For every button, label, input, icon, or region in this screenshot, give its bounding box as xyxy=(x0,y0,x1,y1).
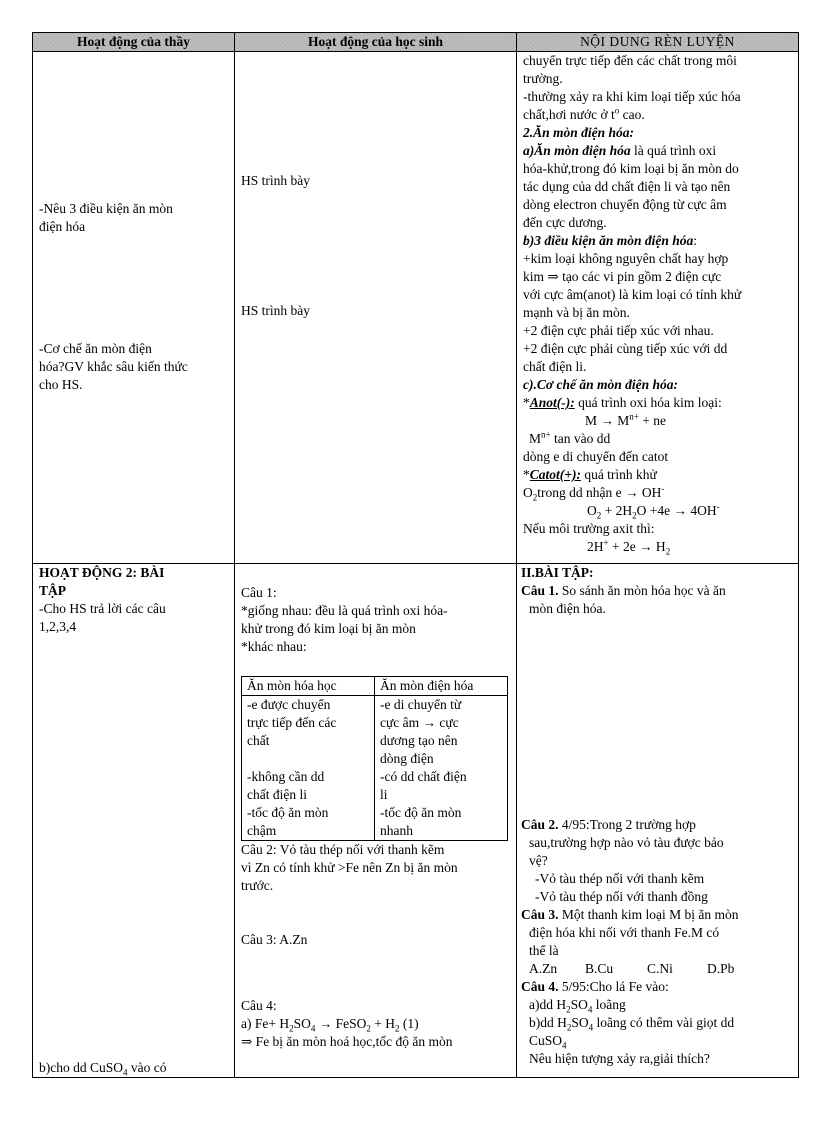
subscript: 2 xyxy=(532,492,538,503)
content-line xyxy=(523,484,792,502)
student-answer: *khác nhau: xyxy=(241,639,307,654)
subscript: 2 xyxy=(289,1023,294,1034)
student-answer: Câu 4: xyxy=(241,998,277,1013)
content-line xyxy=(523,232,792,250)
row-theory xyxy=(33,52,799,564)
equation xyxy=(523,538,792,556)
text: loãng xyxy=(592,997,626,1012)
subscript: 4 xyxy=(562,1040,567,1051)
text: * xyxy=(523,467,530,482)
student-answer-1: HS trình bày xyxy=(241,173,310,188)
content-line: chuyển trực tiếp đến các chất trong môi xyxy=(523,53,737,68)
content-line: dòng e di chuyển đến catot xyxy=(523,449,669,464)
content-line: -thường xảy ra khi kim loại tiếp xúc hóa xyxy=(523,89,741,104)
question-text: vệ? xyxy=(529,853,548,868)
question-text: -Vỏ tàu thép nối với thanh đồng xyxy=(535,889,708,904)
header-content: NỘI DUNG RÈN LUYỆN xyxy=(517,33,799,52)
comparison-header-electrochemical: Ăn mòn điện hóa xyxy=(375,677,508,696)
content-line: Nếu môi trường axit thì: xyxy=(523,521,655,536)
subheading: c).Cơ chế ăn mòn điện hóa: xyxy=(523,377,678,392)
option-c: C.Ni xyxy=(647,961,673,976)
comparison-header xyxy=(242,677,508,696)
text: * xyxy=(523,395,530,410)
content-line xyxy=(523,466,792,484)
question-label: Câu 2. xyxy=(521,817,559,832)
content-line: tác dụng của dd chất điện li và tạo nên xyxy=(523,179,731,194)
subscript: 4 xyxy=(587,1004,593,1015)
question-text: Nêu hiện tượng xảy ra,giải thích? xyxy=(529,1051,710,1066)
subscript: 2 xyxy=(566,1004,571,1015)
teacher-q1-line2: điện hóa xyxy=(39,219,86,234)
cell-line: nhanh xyxy=(380,823,413,838)
text: b)dd H xyxy=(529,1015,567,1030)
cell-line: -tốc độ ăn mòn xyxy=(380,805,462,820)
subheading: b)3 điều kiện ăn mòn điện hóa xyxy=(523,233,694,248)
question-text xyxy=(521,1032,792,1050)
student-answer: vì Zn có tính khử >Fe nên Zn bị ăn mòn xyxy=(241,860,458,875)
cell-line: -e di chuyển từ xyxy=(380,697,462,712)
text: (1) xyxy=(399,1016,419,1031)
student-answer: khử trong đó kim loại bị ăn mòn xyxy=(241,621,416,636)
equation xyxy=(523,412,792,430)
equation xyxy=(523,502,792,520)
text: chất,hơi nước ở t xyxy=(523,107,615,122)
content-cell-2 xyxy=(517,564,799,1078)
subscript: 4 xyxy=(123,1067,128,1078)
student-answer-2: HS trình bày xyxy=(241,303,310,318)
subscript: 2 xyxy=(395,1023,400,1034)
teacher-q2-line2: hóa?GV khắc sâu kiến thức xyxy=(39,359,188,374)
question-1 xyxy=(521,582,792,600)
content-line: kim ⇒ tạo các vi pin gồm 2 điện cực xyxy=(523,269,722,284)
teacher-cell-2 xyxy=(33,564,235,1078)
question-text: điện hóa khi nối với thanh Fe.M có xyxy=(529,925,720,940)
student-answer: *giống nhau: đều là quá trình oxi hóa- xyxy=(241,603,448,618)
content-line xyxy=(523,394,792,412)
cell-line: chậm xyxy=(247,823,277,838)
teacher-q2-line1: -Cơ chế ăn mòn điện xyxy=(39,341,152,356)
subheading: a)Ăn mòn điện hóa xyxy=(523,143,631,158)
teacher-q1-line1: -Nêu 3 điều kiện ăn mòn xyxy=(39,201,173,216)
header-teacher: Hoạt động của thầy xyxy=(33,33,235,52)
activity-title: HOẠT ĐỘNG 2: BÀI xyxy=(39,565,165,580)
cell-line: chất xyxy=(247,733,270,748)
teacher-instruction: -Cho HS trả lời các câu xyxy=(39,601,166,616)
question-2 xyxy=(521,816,792,834)
text: So sánh ăn mòn hóa học và ăn xyxy=(558,583,726,598)
subscript: 2 xyxy=(632,510,637,521)
header-row xyxy=(33,33,799,52)
option-a: A.Zn xyxy=(529,961,558,976)
subscript: 2 xyxy=(566,1022,572,1033)
cell-line: -có dd chất điện xyxy=(380,769,467,784)
text: Một thanh kim loại M bị ăn mòn xyxy=(558,907,739,922)
cell-line: chất điện li xyxy=(247,787,307,802)
content-line: +2 điện cực phải cùng tiếp xúc với dd xyxy=(523,341,728,356)
text: 5/95:Cho lá Fe vào: xyxy=(558,979,669,994)
text: M xyxy=(529,431,542,446)
text: O xyxy=(587,503,597,518)
text: + 2e → H xyxy=(608,539,666,554)
question-4 xyxy=(521,978,792,996)
question-text: mòn điện hóa. xyxy=(529,601,606,616)
subscript: 4 xyxy=(588,1022,594,1033)
option-b: B.Cu xyxy=(585,961,614,976)
text: vào có xyxy=(127,1060,167,1075)
cell-line: -tốc độ ăn mòn xyxy=(247,805,329,820)
superscript: n+ xyxy=(541,429,551,440)
text: : xyxy=(693,233,698,248)
text: 4/95:Trong 2 trường hợp xyxy=(558,817,696,832)
text: a)dd H xyxy=(529,997,567,1012)
activity-title: TẬP xyxy=(39,583,66,598)
content-line: đến cực dương. xyxy=(523,215,607,230)
option-d: D.Pb xyxy=(707,961,735,976)
answer-options xyxy=(521,960,792,978)
student-answer: trước. xyxy=(241,878,274,893)
comparison-chemical xyxy=(242,696,375,841)
cell-line: dương tạo nên xyxy=(380,733,458,748)
student-cell-1 xyxy=(235,52,517,564)
content-line xyxy=(523,142,792,160)
text: CuSO xyxy=(529,1033,563,1048)
lesson-table xyxy=(32,32,799,1078)
question-label: Câu 1. xyxy=(521,583,559,598)
content-line: mạnh và bị ăn mòn. xyxy=(523,305,630,320)
content-line: trường. xyxy=(523,71,563,86)
question-3 xyxy=(521,906,792,924)
text: + 2H xyxy=(601,503,633,518)
text: 2H xyxy=(587,539,604,554)
subscript: 4 xyxy=(310,1023,316,1034)
text: quá trình oxi hóa kim loại: xyxy=(574,395,722,410)
student-cell-2 xyxy=(235,564,517,1078)
text: SO xyxy=(571,1015,589,1030)
subscript: 2 xyxy=(366,1023,371,1034)
superscript: - xyxy=(716,501,720,512)
superscript: - xyxy=(661,483,665,494)
content-cell-1 xyxy=(517,52,799,564)
anot-label: Anot(-): xyxy=(529,395,575,410)
content-line xyxy=(523,106,792,124)
question-text: sau,trường hợp nào vỏ tàu được bảo xyxy=(529,835,724,850)
question-text: thể là xyxy=(529,943,559,958)
text: b)cho dd CuSO xyxy=(39,1060,123,1075)
cell-line: trực tiếp đến các xyxy=(247,715,337,730)
teacher-cell-1 xyxy=(33,52,235,564)
student-answer: ⇒ Fe bị ăn mòn hoá học,tốc độ ăn mòn xyxy=(241,1034,453,1049)
teacher-instruction: 1,2,3,4 xyxy=(39,619,77,634)
text: + H xyxy=(370,1016,396,1031)
question-label: Câu 3. xyxy=(521,907,559,922)
superscript: + xyxy=(603,537,609,548)
catot-label: Catot(+): xyxy=(529,467,581,482)
text: → FeSO xyxy=(315,1016,367,1031)
cell-line: li xyxy=(380,787,388,802)
student-answer: Câu 3: A.Zn xyxy=(241,932,308,947)
text: + ne xyxy=(638,413,666,428)
text: a) Fe+ H xyxy=(241,1016,290,1031)
comparison-header-chemical: Ăn mòn hóa học xyxy=(242,677,375,696)
text: SO xyxy=(570,997,588,1012)
text: tan vào dd xyxy=(550,431,611,446)
cell-line xyxy=(247,750,369,768)
content-line: chất điện li. xyxy=(523,359,587,374)
cell-line: dòng điện xyxy=(380,751,434,766)
text: cao. xyxy=(619,107,645,122)
row-exercises xyxy=(33,564,799,1078)
student-answer xyxy=(241,1015,510,1033)
teacher-q2-line3: cho HS. xyxy=(39,377,83,392)
subscript: 2 xyxy=(596,510,602,521)
question-text xyxy=(521,996,792,1014)
text: O xyxy=(523,485,533,500)
superscript: o xyxy=(614,105,620,116)
content-line: dòng electron chuyển động từ cực âm xyxy=(523,197,727,212)
content-line: hóa-khử,trong đó kim loại bị ăn mòn do xyxy=(523,161,739,176)
section-heading-electrochemical: 2.Ăn mòn điện hóa: xyxy=(523,125,635,140)
student-answer: Câu 2: Vỏ tàu thép nối với thanh kẽm xyxy=(241,842,445,857)
text: SO xyxy=(293,1016,311,1031)
text: M → M xyxy=(585,413,630,428)
cell-line: -e được chuyển xyxy=(247,697,331,712)
question-text xyxy=(521,1014,792,1032)
comparison-row xyxy=(242,696,508,841)
text: loãng có thêm vài giọt dd xyxy=(593,1015,735,1030)
cell-line: cực âm → cực xyxy=(380,715,459,730)
text: là quá trình oxi xyxy=(630,143,717,158)
text: trong dd nhận e → OH xyxy=(537,485,662,500)
subscript: 2 xyxy=(665,546,671,557)
text: quá trình khử xyxy=(580,467,657,482)
comparison-table xyxy=(241,676,508,841)
content-line: +2 điện cực phải tiếp xúc với nhau. xyxy=(523,323,714,338)
question-label: Câu 4. xyxy=(521,979,559,994)
cell-line: -không cần dd xyxy=(247,769,325,784)
student-answer: Câu 1: xyxy=(241,585,277,600)
comparison-electrochemical xyxy=(375,696,508,841)
teacher-instruction-b xyxy=(39,1059,166,1077)
content-line xyxy=(523,430,792,448)
header-student: Hoạt động của học sinh xyxy=(235,33,517,52)
question-text: -Vỏ tàu thép nối với thanh kẽm xyxy=(535,871,705,886)
exercise-heading: II.BÀI TẬP: xyxy=(521,565,594,580)
content-line: với cực âm(anot) là kim loại có tính khử xyxy=(523,287,742,302)
superscript: n+ xyxy=(629,411,639,422)
text: O +4e → 4OH xyxy=(636,503,717,518)
content-line: +kim loại không nguyên chất hay hợp xyxy=(523,251,729,266)
page xyxy=(32,32,798,1078)
